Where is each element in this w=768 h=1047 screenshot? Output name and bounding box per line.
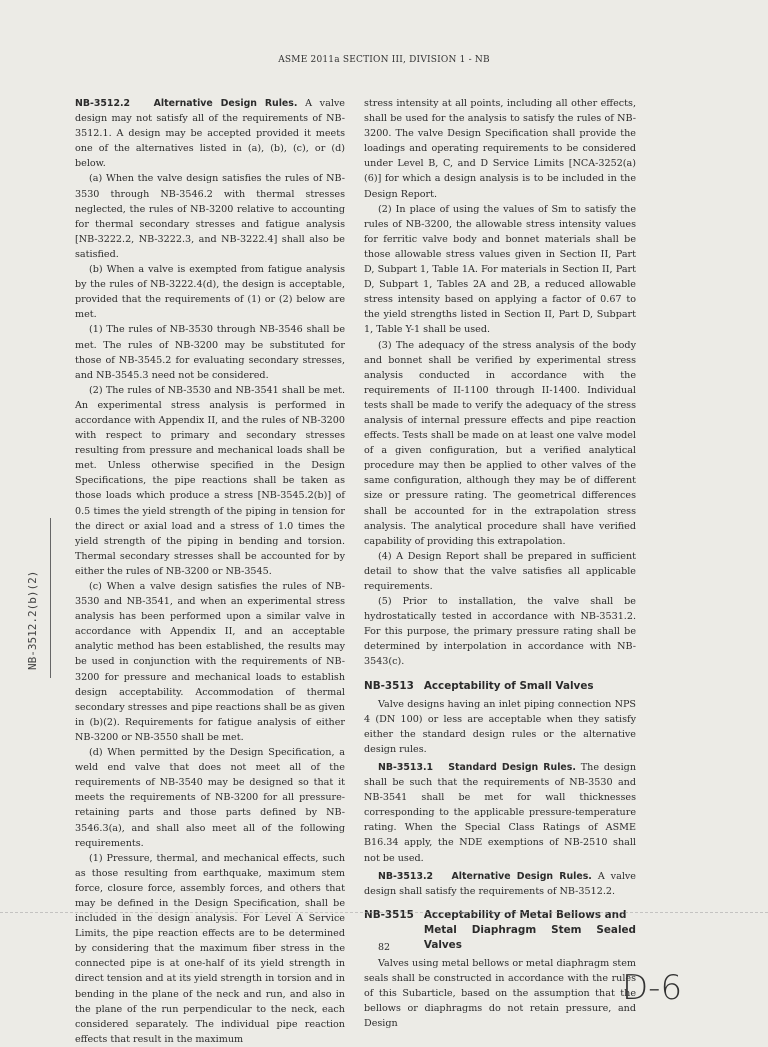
paragraph-d: (d) When permitted by the Design Specification, a weld end valve that does not meet all of the requirements of NB-3540 may be designed so that it meets the requirements of NB-3200 for all pressure-retaining parts and those parts defined by NB-3546.3(a), and shall also meet all of the following requirements. [75,747,345,849]
paragraph-a: (a) When the valve design satisfies the rules of NB-3530 through NB-3546.2 with thermal stresses neglected, the rules of NB-3200 relative to accounting for thermal secondary stresses and fatigue analysis [NB-3222.2, NB-3222.3, and NB-3222.4] shall also be satisfied. [75,173,345,260]
paragraph-d4: (4) A Design Report shall be prepared in sufficient detail to show that the valve satisfies all applicable requirements. [364,550,636,592]
scan-dashed-line [0,912,768,913]
margin-bracket [50,518,59,678]
paragraph-b: (b) When a valve is exempted from fatigue analysis by the rules of NB-3222.4(d), the design is acceptable, provided that the requirements of (1) or (2) below are met. [75,264,345,321]
paragraph-nb-3513: Valve designs having an inlet piping connection NPS 4 (DN 100) or less are acceptable when they satisfy either the standard design rules or the alternative design rules. [364,698,636,755]
handwritten-margin-note: NB-3512.2(b)(2) [26,570,39,670]
paragraph-b2: (2) The rules of NB-3530 and NB-3541 shall be met. An experimental stress analysis is performed in accordance with Appendix II, and the rules of NB-3200 with respect to primary and secondary stresses resulting from pressure and mechanical loads shall be met. Unless otherwise specified in the Design Specifications, the pipe reactions shall be taken as those loads which produce a stress [NB-3545.2(b)] of 0.5 times the yield strength of the piping in tension for the direct or axial load and a stress of 1.0 times the yield strength of the piping in bending and torsion. Thermal secondary stresses shall be accounted for by either the rules of NB-3200 or NB-3545. [75,384,345,577]
page-number: 82 [377,942,391,953]
paragraph-nb-3513-1: NB-3513.1 Standard Design Rules. The design shall be such that the requirements of NB-3530 and NB-3541 shall be met for wall thicknesses corresponding to the applicable pressure-temperature rating. When the Special Class Ratings of ASME B16.34 apply, the NDE exemptions of NB-2510 shall not be used. [364,761,636,864]
paragraph-b1: (1) The rules of NB-3530 through NB-3546 shall be met. The rules of NB-3200 may be substituted for those of NB-3545.2 for evaluating secondary stresses, and NB-3545.3 need not be considered. [75,324,345,381]
paragraph-continued: stress intensity at all points, including all other effects, shall be used for the analysis to satisfy the rules of NB-3200. The valve Design Specification shall provide the loadings and operating requirements to be considered under Level B, C, and D Service Limits [NCA-3252(a)(6)] for which a design analysis is to be included in the Design Report. [364,98,636,200]
paragraph-d2: (2) In place of using the values of Sm to satisfy the rules of NB-3200, the allowable stress intensity values for ferritic valve body and bonnet materials shall be those allowable stress values given in Section II, Part D, Subpart 1, Table 1A. For materials in Section II, Part D, Subpart 1, Tables 2A and 2B, a reduced allowable stress intensity based on applying a factor of 0.67 to the yield strengths listed in Section II, Part D, Subpart 1, Table Y-1 shall be used. [364,203,636,336]
section-heading-nb-3513: NB-3513 Acceptability of Small Valves [364,679,594,692]
paragraph-d3: (3) The adequacy of the stress analysis of the body and bonnet shall be verified by experimental stress analysis conducted in accordance with the requirements of II-1100 through II-1400. Individual tests shall be made to verify the adequacy of the stress analysis of internal pressure effects and pipe reaction effects. Tests shall be made on at least one valve model of a given configuration, but a verified analytical procedure may then be applied to other valves of the same configuration, although they may be of different size or pressure rating. The geometrical differences shall be accounted for in the extrapolation stress analysis. The analytical procedure shall have verified capability of providing this extrapolation. [364,339,636,547]
paragraph-c: (c) When a valve design satisfies the rules of NB-3530 and NB-3541, and when an experimental stress analysis has been performed upon a similar valve in accordance with Appendix II, and an acceptable analytic method has been established, the results may be used in conjunction with the requirements of NB-3200 for pressure and mechanical loads to establish design acceptability. Accommodation of thermal secondary stresses and pipe reactions shall be as given in (b)(2). Requirements for fatigue analysis of either NB-3200 or NB-3550 shall be met. [75,581,345,743]
right-column [364,96,636,1031]
section-title: Alternative Design Rules. [153,98,298,109]
paragraph-d5: (5) Prior to installation, the valve shall be hydrostatically tested in accordance with NB-3531.2. For this purpose, the primary pressure rating shall be determined by interpolation in accordance with NB-3543(c). [364,596,636,668]
running-header: ASME 2011a SECTION III, DIVISION 1 - NB [278,55,490,65]
section-heading-nb-3515: NB-3515 Acceptability of Metal Bellows and Metal Diaphragm Stem Sealed Valves [364,908,636,951]
paragraph-nb-3512-2 [75,96,345,171]
paragraph-nb-3515: Valves using metal bellows or metal diaphragm stem seals shall be constructed in accordance with the rules of this Subarticle, based on the assumption that the bellows or diaphragms do not retain pressure, and Design [364,957,636,1030]
paragraph-text: A valve design may not satisfy all of the requirements of NB-3512.1. A design may be accepted provided it meets one of the alternatives listed in (a), (b), (c), or (d) below. [75,98,345,170]
paragraph-d1: (1) Pressure, thermal, and mechanical effects, such as those resulting from earthquake, maximum stem force, closure force, assembly forces, and others that may be defined in the Design Specification, shall be included in the design analysis. For Level A Service Limits, the pipe reaction effects are to be determined by considering that the maximum fiber stress in the connected pipe is at one-half of its yield strength in direct tension and at its yield strength in torsion and in bending in the plane of the neck and run, and also in the plane of the run perpendicular to the neck, each considered separately. The individual pipe reaction effects that result in the maximum [75,852,345,1045]
left-column [75,96,345,1047]
section-number: NB-3512.2 [75,98,131,109]
handwritten-page-label: D-6 [622,968,683,1008]
paragraph-nb-3513-2: NB-3513.2 Alternative Design Rules. A valve design shall satisfy the requirements of NB-3512.2. [364,870,636,897]
